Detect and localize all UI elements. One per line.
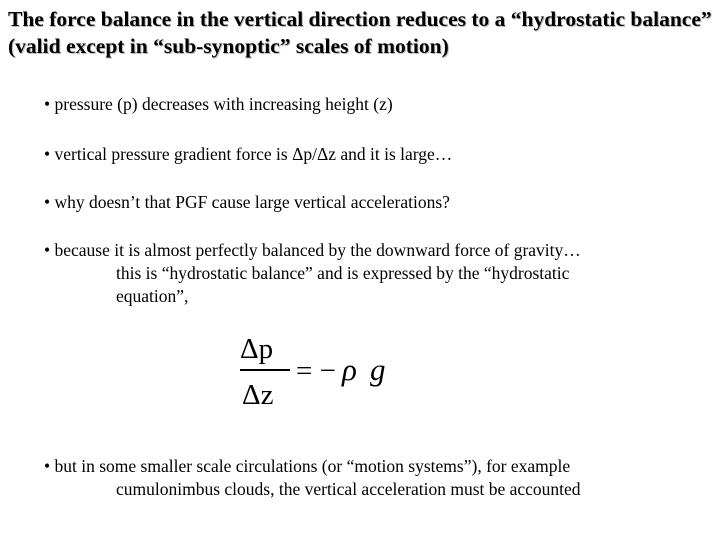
bullet-continuation-line: cumulonimbus clouds, the vertical acceleration must be accounted: [116, 479, 581, 499]
equation-operator: = −: [296, 355, 336, 387]
bullet-sub-synoptic: [44, 455, 581, 501]
bullet-pressure-height: [44, 93, 393, 116]
bullet-why-no-acceleration: [44, 191, 450, 214]
bullet-pressure-gradient: [44, 143, 452, 166]
bullet-hydrostatic-balance: [44, 239, 581, 308]
bullet-text: • vertical pressure gradient force is Δp/Δz and it is large…: [44, 144, 453, 164]
bullet-continuation-line: equation”,: [116, 286, 189, 306]
bullet-text: • because it is almost perfectly balanced by the downward force of gravity…: [44, 240, 581, 260]
equation-denominator: Δz: [242, 379, 274, 408]
bullet-text: • pressure (p) decreases with increasing height (z): [44, 94, 393, 114]
equation-rho: ρ: [342, 352, 357, 387]
equation-numerator: Δp: [240, 333, 274, 365]
equation-g: g: [370, 352, 386, 387]
hydrostatic-equation: [238, 328, 408, 408]
bullet-continuation-line: this is “hydrostatic balance” and is expressed by the “hydrostatic: [116, 263, 570, 283]
bullet-text: • but in some smaller scale circulations (or “motion systems”), for example: [44, 456, 571, 476]
slide-title: The force balance in the vertical direction reduces to a “hydrostatic balance” (valid except in “sub-synoptic” scales of motion): [8, 7, 712, 58]
bullet-text: • why doesn’t that PGF cause large vertical accelerations?: [44, 192, 450, 212]
